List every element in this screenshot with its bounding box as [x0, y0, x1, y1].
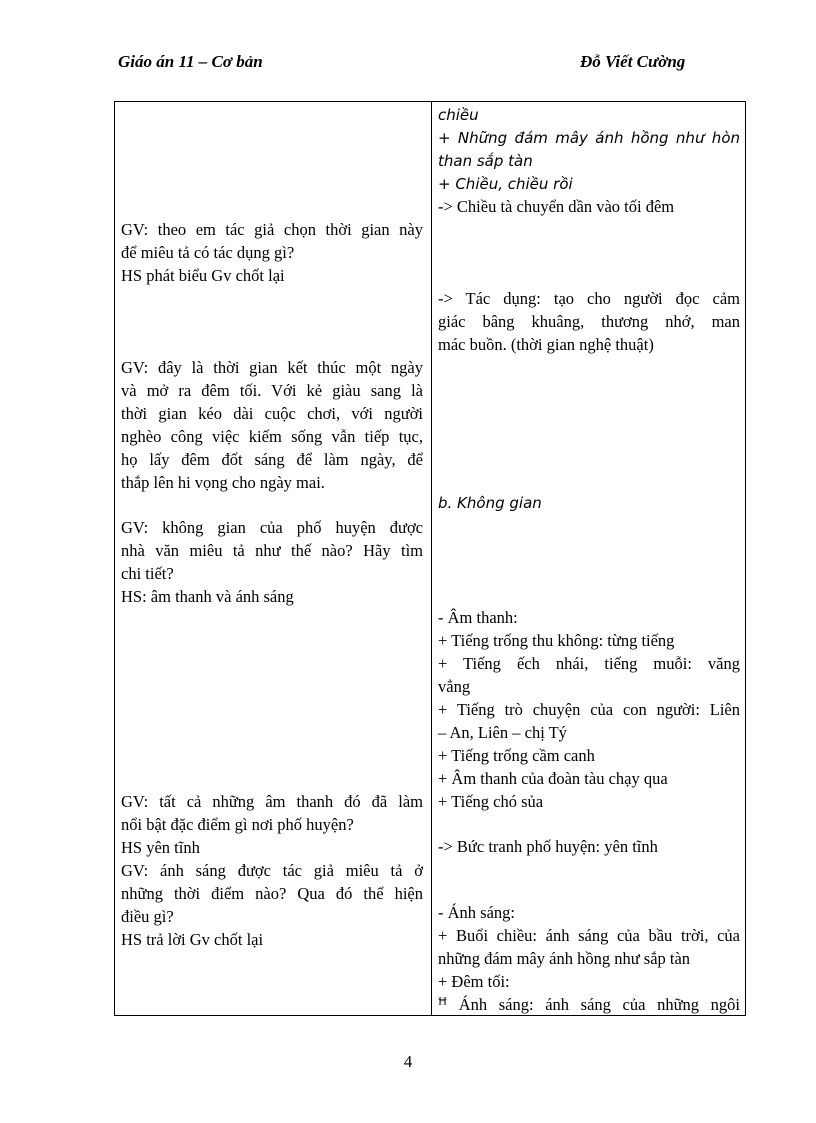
teacher-student-line: GV: tất cả những âm thanh đó đã làm [121, 792, 423, 811]
content-line: + Đêm tối: [438, 972, 510, 991]
content-line: + Những đám mây ánh hồng như hòn [438, 129, 740, 147]
content-line: -> Chiều tà chuyển dần vào tối đêm [438, 197, 675, 216]
content-line: + Tiếng chó sủa [438, 792, 544, 811]
column-divider [431, 102, 432, 1015]
content-line: + Tiếng trống cầm canh [438, 746, 595, 765]
content-line: ꟸ Ánh sáng: ánh sáng của những ngôi [438, 995, 740, 1014]
teacher-student-line: nổi bật đặc điểm gì nơi phố huyện? [121, 815, 354, 834]
teacher-student-line: họ lấy đêm đốt sáng để làm ngày, để [121, 450, 423, 469]
teacher-student-line: những thời điểm nào? Qua đó thể hiện [121, 884, 423, 903]
content-line: giác bâng khuâng, thương nhớ, man [438, 312, 740, 331]
teacher-student-line: GV: theo em tác giả chọn thời gian này [121, 220, 423, 239]
content-line: b. Không gian [438, 494, 542, 512]
teacher-student-line: HS: âm thanh và ánh sáng [121, 587, 294, 606]
teacher-student-line: GV: không gian của phố huyện được [121, 518, 423, 537]
lesson-table [114, 101, 746, 1016]
content-line: vẳng [438, 677, 471, 696]
teacher-student-line: HS phát biểu Gv chốt lại [121, 266, 285, 285]
teacher-student-line: điều gì? [121, 907, 174, 926]
teacher-student-line: HS trả lời Gv chốt lại [121, 930, 264, 949]
teacher-student-line: nhà văn miêu tả như thế nào? Hãy tìm [121, 541, 423, 560]
teacher-student-line: nghèo công việc kiếm sống vẫn tiếp tục, [121, 427, 423, 446]
content-line: + Tiếng ếch nhái, tiếng muỗi: văng [438, 654, 740, 673]
content-line: chiều [438, 106, 479, 124]
teacher-student-line: và mở ra đêm tối. Với kẻ giàu sang là [121, 381, 423, 400]
teacher-student-line: chi tiết? [121, 564, 174, 583]
teacher-student-line: HS yên tĩnh [121, 838, 200, 857]
content-line: -> Bức tranh phố huyện: yên tĩnh [438, 837, 658, 856]
header-author: Đỗ Viết Cường [580, 52, 686, 71]
page-number: 4 [403, 1052, 413, 1071]
content-line: + Tiếng trống thu không: từng tiếng [438, 631, 675, 650]
teacher-student-line: GV: đây là thời gian kết thúc một ngày [121, 358, 423, 377]
content-line: mác buồn. (thời gian nghệ thuật) [438, 335, 654, 354]
content-line: + Âm thanh của đoàn tàu chạy qua [438, 769, 668, 788]
content-line: -> Tác dụng: tạo cho người đọc cảm [438, 289, 740, 308]
content-line: - Âm thanh: [438, 608, 518, 627]
content-line: + Buổi chiều: ánh sáng của bầu trời, của [438, 926, 740, 945]
content-line: + Tiếng trò chuyện của con người: Liên [438, 700, 740, 719]
content-line: – An, Liên – chị Tý [438, 723, 567, 742]
content-line: + Chiều, chiều rồi [438, 175, 573, 193]
content-line: than sắp tàn [438, 152, 533, 170]
header-course-title: Giáo án 11 – Cơ bản [118, 52, 263, 71]
content-line: - Ánh sáng: [438, 903, 515, 922]
teacher-student-line: thời gian kéo dài cuộc chơi, với người [121, 404, 423, 423]
teacher-student-line: GV: ánh sáng được tác giả miêu tả ở [121, 861, 423, 880]
teacher-student-line: thắp lên hi vọng cho ngày mai. [121, 473, 325, 492]
content-line: những đám mây ánh hồng như sắp tàn [438, 949, 691, 968]
teacher-student-line: để miêu tả có tác dụng gì? [121, 243, 295, 262]
